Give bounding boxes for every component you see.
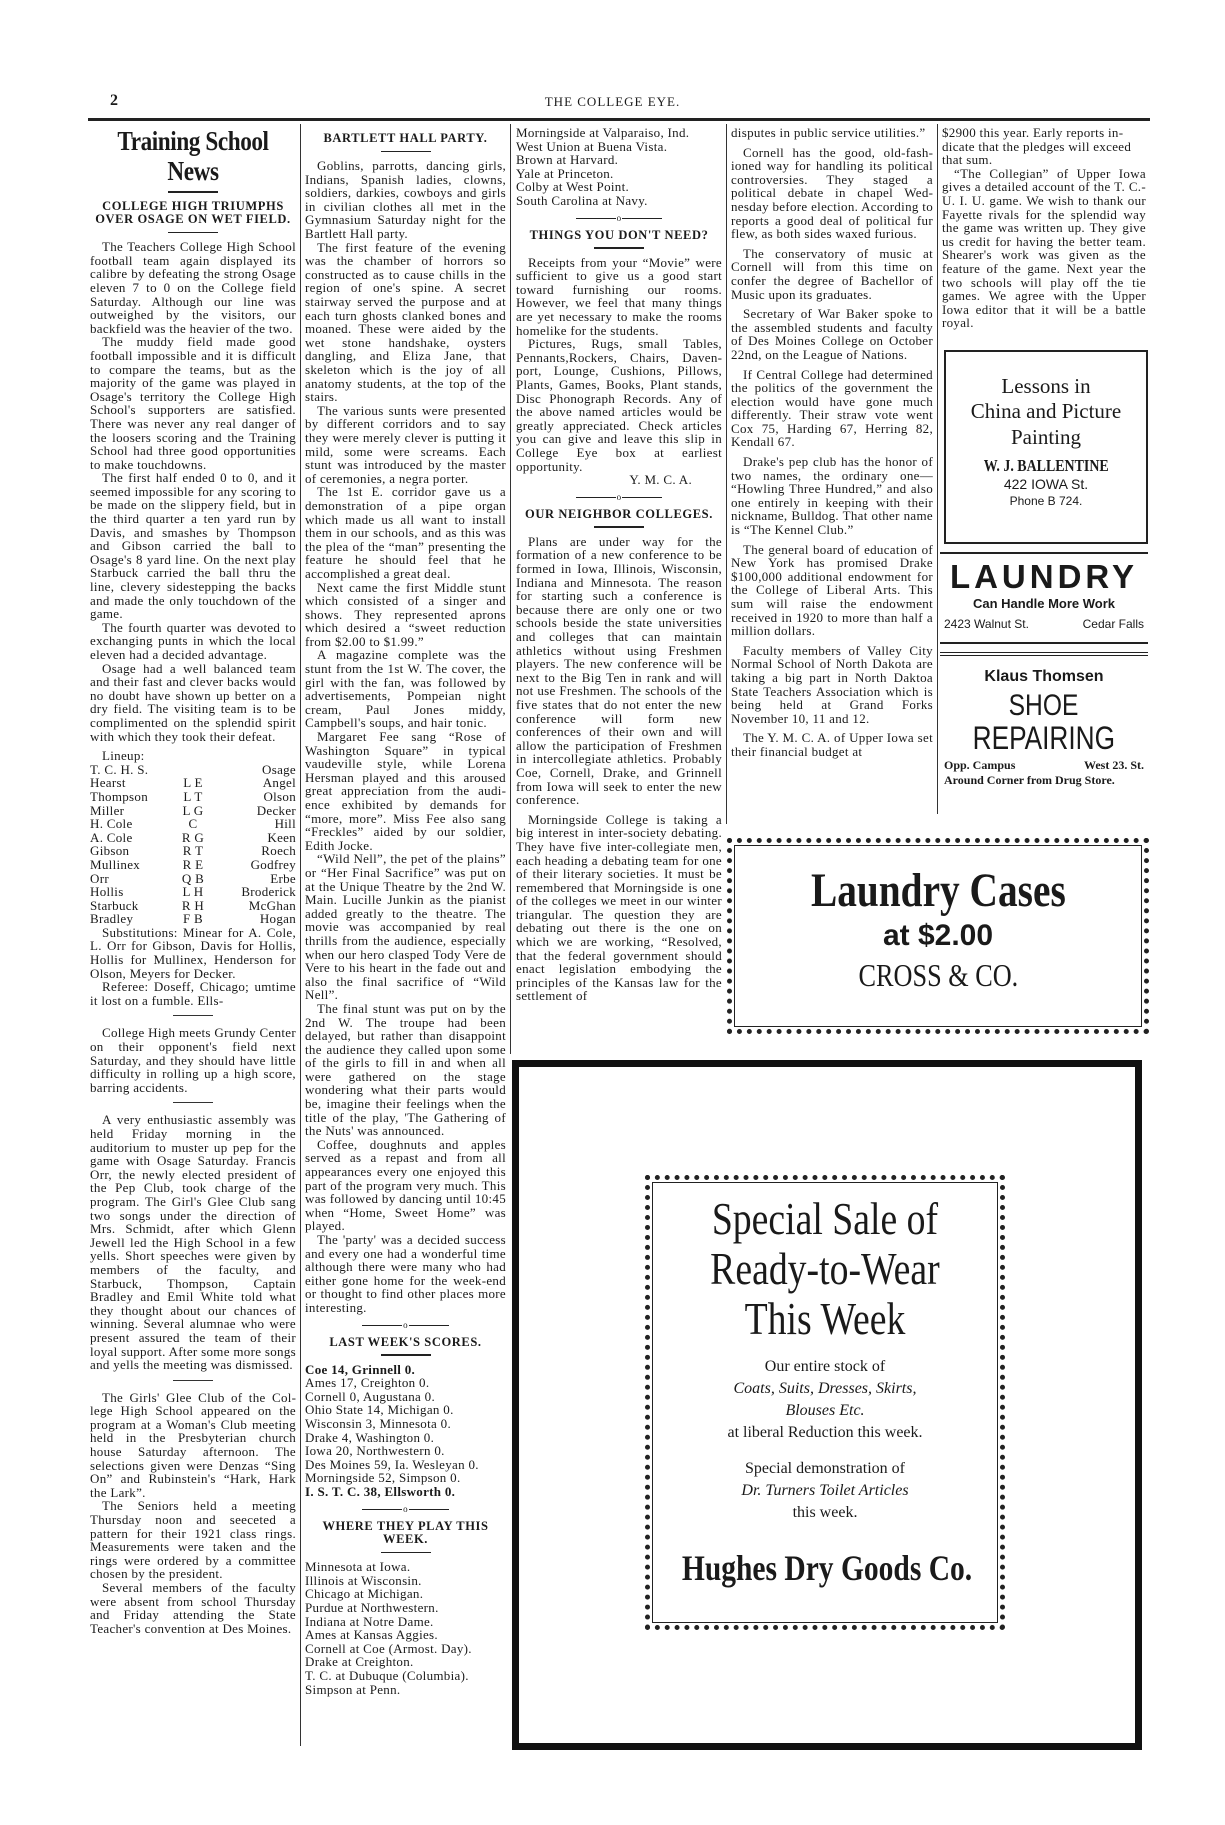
paragraph: A magazine complete was the stunt from the 1st W. The cover, the girl with the fan, was followed by advertisements, Pompeian night cream, Paul Jones middy, Campbell's soups, and hair tonic. — [305, 647, 506, 731]
paragraph: T. C. at Dubuque (Columbia). — [305, 1668, 469, 1684]
lineup-cell: Hollis — [90, 884, 124, 900]
section-separator — [305, 1321, 506, 1330]
headline: THINGS YOU DON'T NEED? — [529, 227, 709, 242]
paragraph: Several members of the faculty were absent from school Thursday and Friday attending the State Teacher's convention at Des Moines. — [90, 1580, 296, 1636]
paragraph: Plans are under way for the formation of a new conference to be formed in Iowa, Illinois, Wisconsin, Indiana and Minnesota. The reason for starting such a conference is because there are only one or two schools beside the state universities and colleges that can maintain athletics without using Freshmen players. The new conference will be next to the Big Ten in rank and will not use Freshmen. The schools of the five states that do not enter the new conference will form new conferences of their own and will allow the participation of Freshmen in intercollegiate athletics. Probably Coe, Cornell, Drake, and Grinnell from Iowa will seek to enter the new conference. — [516, 533, 722, 808]
lineup-cell: H. Cole — [90, 816, 133, 832]
separator-mark: o — [403, 1319, 408, 1330]
paragraph: “The Collegian” of Upper Iowa gives a detailed account of the T. C.-U. I. U. game. We wish to thank our Fayette rivals for the splendid way the game was written up. They give us credit for having the better team. Shearer's work was given as the feature of the game. Next year the two schools will play off the tie games. We agree with the Upper Iowa editor that it will be a battle royal. — [942, 165, 1146, 331]
paragraph: Drake 4, Washington 0. — [305, 1429, 435, 1445]
lineup-cell: Miller — [90, 802, 125, 818]
paragraph: Des Moines 59, Ia. Wesleyan 0. — [305, 1456, 479, 1472]
lineup-cell: Decker — [256, 802, 296, 818]
separator-mark — [409, 1325, 449, 1326]
lineup-cell: Bradley — [90, 911, 134, 927]
paragraph: Faculty members of Valley City Normal School of North Dakota are taking a big part in North Daktoa State Teachers Association which is being held at Grand Forks November 10, 11 and 12. — [731, 642, 933, 726]
paragraph: Wisconsin 3, Minnesota 0. — [305, 1416, 451, 1432]
ad-text: Special demonstration of — [745, 1460, 905, 1477]
lineup-cell: McGhan — [248, 897, 296, 913]
separator-mark: o — [403, 1503, 408, 1514]
headline: OUR NEIGHBOR COLLEGES. — [525, 506, 713, 521]
rule — [381, 151, 431, 153]
ad-text: this week. — [792, 1504, 858, 1521]
rule — [173, 1102, 213, 1103]
ad-line: China and Picture — [970, 399, 1122, 423]
rule — [381, 1354, 431, 1356]
lineup-cell: Starbuck — [90, 897, 139, 913]
ad-line: Painting — [1010, 425, 1081, 449]
ad-company: Hughes Dry Goods Co. — [681, 1548, 973, 1588]
lineup-cell: R G — [181, 829, 205, 845]
separator-mark — [362, 1325, 402, 1326]
paragraph: Cornell has the good, old-fashioned way for handling its political controversies. They staged a political debate in chapel Wednesday before election. According to reports a good deal of political fur flew, as both sides waxed furious. — [731, 144, 933, 242]
paragraph: Ames 17, Creighton 0. — [305, 1375, 430, 1391]
paragraph: Purdue at Northwestern. — [305, 1600, 439, 1616]
ad-tagline: Can Handle More Work — [972, 596, 1116, 611]
paragraph: The final stunt was put on by the 2nd W. The troupe had been delayed, but rather than disappoint the audience they called upon some of the girls to fill in and when all were gathered on the stage wondering what their parts would be, imagine their feelings when the title of the play, 'The Gathering of the Nuts' was announced. — [305, 1000, 506, 1139]
page-number: 2 — [110, 92, 118, 109]
lineup-cell: Hearst — [90, 775, 126, 791]
paragraph: Coffee, doughnuts and apples served as a repast and from all appearances every one enjoyed this part of the program very much. This was followed by dancing until 10:45 when “Home, Sweet Home” was played. — [305, 1136, 506, 1234]
separator-mark — [576, 218, 616, 219]
rule — [168, 232, 218, 234]
lineup-row — [90, 844, 296, 858]
separator-mark: o — [616, 212, 622, 223]
rule — [168, 191, 218, 193]
paragraph: Ohio State 14, Michigan 0. — [305, 1402, 454, 1418]
separator-mark — [622, 218, 662, 219]
paragraph: The fourth quarter was devoted to exchanging punts in which the local eleven had a decided advantage. — [90, 619, 296, 662]
ad-hughes-dry-goods — [645, 1175, 1005, 1630]
paragraph: I. S. T. C. 38, Ellsworth 0. — [305, 1484, 456, 1499]
masthead: THE COLLEGE EYE. — [544, 94, 681, 109]
separator-mark: o — [616, 491, 622, 502]
paragraph: Substitutions: Minear for A. Cole, L. Orr for Gibson, Davis for Hollis, Hollis for Mullinex, Henderson for Olson, Meyers for Decker. — [90, 924, 296, 981]
lineup-cell: Keen — [267, 829, 296, 845]
lineup-cell: Hill — [274, 816, 296, 832]
ad-address: 422 IOWA St. — [1003, 476, 1089, 492]
lineup-row — [90, 790, 296, 804]
paragraph: Ames at Kansas Aggies. — [305, 1627, 438, 1643]
paragraph: A very enthusiastic assembly was held Friday morning in the auditorium to muster up pep for the game with Osage Saturday. Francis Orr, the newly elected president of the Pep Club, took charge of the program. The Girl's Glee Club sang two songs under the direction of Mrs. Schmidt, after which Glenn Jewell led the High School in a few yells. Short speeches were given by members of the faculty, and Starbuck, Thompson, Captain Bradley and Emil White told what they thought about our chances of winning. Several alumnae who were present assured the team of their loyal support. After some more songs and yells the meeting was dismissed. — [90, 1112, 296, 1373]
paragraph: Drake at Creighton. — [305, 1654, 414, 1670]
ad-line: Lessons in — [1001, 374, 1091, 398]
column-divider — [300, 124, 301, 1746]
paragraph: The 1st E. corridor gave us a demonstration of a pipe organ which made us all want to install them in our schools, and as this was the plea of the “man” presenting the feature he should feel that he accomplished a great deal. — [305, 484, 506, 581]
paragraph: The conservatory of music at Cornell will from this time on confer the degree of Bachellor of Music upon its graduates. — [731, 245, 933, 302]
paragraph: Pictures, Rugs, small Tables, Pennants,Rockers, Chairs, Davenport, Lounge, Cushions, Pillows, Plants, Games, Books, Plant stands, Disc Phonograph Records. Any of the above named articles would be greatly appreciated. Check articles you can give and leave this slip in College Eye box at earliest opportunity. — [516, 336, 722, 474]
paragraph: The Girls' Glee Club of the College High School appeared on the program at a Woman's Club meeting held in the Presbyterian church house Saturday afternoon. The selections given were Denzas “Sing On” and Rubinstein's “Hark, Hark the Lark”. — [90, 1389, 296, 1500]
paragraph: Iowa 20, Northwestern 0. — [305, 1443, 445, 1459]
lineup-row — [90, 872, 296, 886]
paragraph: Margaret Fee sang “Rose of Washington Square” in typical vaudeville style, while Lorena Hersman played and this aroused great appreciation from the audience exhibited by demands for “more, more”. Miss Fee also sang “Freckles” aided by our soldier, Edith Jocke. — [305, 729, 506, 853]
lineup-cell: Olson — [263, 788, 296, 804]
paragraph: Yale at Princeton. — [516, 165, 614, 181]
rule — [594, 247, 644, 249]
lineup-cell: C — [188, 816, 198, 832]
lineup-row — [90, 763, 296, 777]
ad-location: Opp. Campus — [944, 758, 1016, 772]
ad-city: Cedar Falls — [1082, 617, 1144, 631]
paragraph: Morningside College is taking a big interest in inter-society debating. They have five inter-collegiate men, each heading a debating team for one of their literary societies. It must be remembered that Morningside is one of the colleges we meet in our winter triangular. The question they are debating out there is the one on which we are working, “Resolved, that the federal government should enact legislation embodying the principles of the Kansas law for the settlement of — [516, 811, 722, 1004]
lineup-cell: L G — [182, 802, 204, 818]
paragraph: Indiana at Notre Dame. — [305, 1613, 434, 1629]
paragraph: The Seniors held a meeting Thursday noon and seeceted a pattern for their 1921 class rings. Measurements were taken and the rings were ordered by a committee chosen by the president. — [90, 1498, 296, 1582]
lineup-cell: Q B — [181, 870, 205, 886]
lineup-cell: R H — [181, 897, 205, 913]
lineup-cell: Godfrey — [250, 856, 296, 872]
separator-mark — [362, 1509, 402, 1510]
lineup-row — [90, 804, 296, 818]
lineup-cell: Roech — [261, 843, 296, 859]
column-collegian-note — [942, 126, 1146, 341]
ad-text: Our entire stock of — [764, 1358, 886, 1375]
column-divider — [937, 124, 938, 814]
paragraph: Morningside 52, Simpson 0. — [305, 1470, 461, 1486]
lineup-cell: Osage — [262, 761, 296, 777]
column-training-school-news — [90, 126, 296, 1748]
separator-mark — [576, 497, 616, 498]
column-neighbor-colleges — [516, 126, 722, 1032]
paragraph: The muddy field made good football impossible and it is difficult to compare the teams, but as the majority of the game was played in Osage's territory the College High School's supporters are satisfied. There was never any real danger of the loosers scoring and the Training School had three good opportunities to make touchdowns. — [90, 334, 296, 472]
lineup-cell: Broderick — [241, 884, 296, 900]
lineup-cell: L E — [183, 775, 203, 791]
ad-laundry-cases — [727, 838, 1149, 1034]
column-bartlett-hall-party — [305, 126, 506, 1748]
paragraph: The first half ended 0 to 0, and it seemed impossible for any scoring to be made on the slippery field, but in the third quarter a ten yard run by Davis, and smashes by Thompson and Gibson carried the ball to Osage's 8 yard line. On the next play Starbuck carried the ball thru the line, clevery sidestepping the backs and made the only touchdown of the game. — [90, 470, 296, 622]
ad-title: LAUNDRY — [949, 558, 1139, 595]
paragraph: Illinois at Wisconsin. — [305, 1572, 422, 1588]
lineup-cell: F B — [182, 911, 204, 927]
ad-text: at liberal Reduction this week. — [727, 1424, 923, 1441]
lineup-cell: Orr — [90, 870, 109, 886]
lineup-row — [90, 831, 296, 845]
lineup-cell: L H — [182, 884, 204, 900]
ad-street: West 23. St. — [1084, 758, 1144, 772]
ad-china-painting-lessons — [944, 350, 1148, 544]
paragraph: Simpson at Penn. — [305, 1681, 401, 1697]
paragraph: Cornell 0, Augustana 0. — [305, 1388, 436, 1404]
paragraph: Next came the first Middle stunt which consisted of a singer and shows. They represented aprons which desired a “sweet reduction from $2.00 to $1.99.” — [305, 579, 506, 649]
ad-line: SHOE — [1009, 689, 1079, 722]
paragraph: Drake's pep club has the honor of two names, the ordinary one— “Howling Three Hundred,” and also one entirely in keeping with their nickname, Bulldog. That other name is “The Kennel Club.” — [731, 454, 933, 538]
paragraph: Goblins, parrotts, dancing girls, Indians, Spanish ladies, clowns, soldiers, darkies, cowboys and girls in civilian clothes all met in the Gymnasium Saturday night for the Bartlett Hall party. — [305, 158, 506, 242]
ad-advertiser-name: W. J. BALLENTINE — [983, 456, 1109, 475]
ad-price: at $2.00 — [882, 919, 994, 952]
signature: Y. M. C. A. — [629, 472, 692, 488]
ad-laundry — [940, 552, 1148, 644]
column-divider — [726, 124, 727, 824]
headline: BARTLETT HALL PARTY. — [323, 131, 488, 145]
ad-line: REPAIRING — [972, 720, 1116, 756]
paragraph: Colby at West Point. — [516, 179, 630, 195]
ad-directions: Around Corner from Drug Store. — [944, 773, 1115, 787]
lineup-cell: Hogan — [259, 911, 296, 927]
paragraph: Secretary of War Baker spoke to the assembled students and faculty of Des Moines College on October 22nd, on the League of Nations. — [731, 306, 933, 362]
paragraph: The general board of education of New York has promised Drake $100,000 additional endowment for the College of Liberal Arts. This sum will raise the endowment received in 1920 to more than half a million dollars. — [731, 541, 933, 639]
headline: COLLEGE HIGH TRIUMPHS OVER OSAGE ON WET FIELD. — [95, 198, 291, 227]
lineup-cell: T. C. H. S. — [90, 761, 149, 777]
lineup-cell — [159, 763, 228, 777]
ad-phone: Phone B 724. — [1009, 494, 1083, 508]
column-college-notes — [731, 126, 933, 816]
lineup-cell: Erbe — [270, 870, 296, 886]
paragraph: $2900 this year. Early reports indicate that the pledges will exceed that sum. — [942, 126, 1132, 168]
headline: WHERE THEY PLAY THIS WEEK. — [322, 1518, 489, 1547]
lineup-cell: R T — [182, 843, 204, 859]
lineup-cell: Mullinex — [90, 856, 141, 872]
lineup-row — [90, 899, 296, 913]
lineup-row — [90, 817, 296, 831]
paragraph: The Y. M. C. A. of Upper Iowa set their financial budget at — [731, 730, 933, 759]
headline: LAST WEEK'S SCORES. — [329, 1334, 482, 1349]
paragraph: Coe 14, Grinnell 0. — [305, 1361, 416, 1377]
lineup-row — [90, 912, 296, 926]
section-separator — [305, 1505, 506, 1514]
ad-shoe-repairing — [940, 652, 1148, 808]
rule — [381, 1552, 431, 1554]
ad-address: 2423 Walnut St. — [944, 617, 1029, 631]
paragraph: College High meets Grundy Center on their opponent's field next Saturday, and they should have little difficulty in rolling up a high score, barring accidents. — [90, 1025, 296, 1095]
lineup-cell: R E — [182, 856, 204, 872]
separator-mark — [622, 497, 662, 498]
paragraph: Morningside at Valparaiso, Ind. — [516, 126, 690, 140]
separator-mark — [409, 1509, 449, 1510]
section-separator — [516, 493, 722, 502]
ad-items: Coats, Suits, Dresses, Skirts, — [733, 1380, 917, 1397]
column-divider — [510, 124, 511, 1054]
ad-items: Blouses Etc. — [785, 1402, 865, 1419]
section-title: Training School News — [117, 126, 269, 186]
paragraph: Osage had a well balanced team and their fast and clever backs would no doubt have shown up better on a dry field. The visiting team is to be complimented on the splendid spirit with which they took their defeat. — [90, 660, 296, 744]
ad-headline: Ready-to-Wear — [710, 1243, 940, 1294]
paragraph: Chicago at Michigan. — [305, 1586, 424, 1602]
paragraph: Brown at Harvard. — [516, 152, 619, 168]
ad-headline: Special Sale of — [711, 1193, 939, 1244]
paragraph: If Central College had determined the politics of the government the election would have gone much differently. Their straw vote went Cox 75, Harding 67, Herring 82, Kendall 67. — [731, 366, 933, 450]
paragraph: “Wild Nell”, the pet of the plains” or “Her Final Sacrifice” was put on at the Unique Theatre by the 2nd W. Main. Lucille Junkin as the pianist added greatly to the theatre. The movie was accompanied by real thrills from the audience, especially when our hero clasped Tody Vere de Vere to his heart in the fade out and also the final sacrifice of “Wild Nell”. — [305, 851, 506, 1003]
ad-owner: Klaus Thomsen — [984, 668, 1104, 685]
lineup-cell: Thompson — [90, 788, 149, 804]
rule — [173, 1015, 213, 1016]
paragraph: The various sunts were presented by different corridors and to say they were merely clever is putting it mild, some were screams. Each stunt was introduced by the master of ceremonies, a negra porter. — [305, 402, 506, 486]
lineup-row — [90, 885, 296, 899]
ad-title: Laundry Cases — [810, 864, 1066, 917]
paragraph: disputes in public service utilities.” — [731, 126, 926, 140]
paragraph: South Carolina at Navy. — [516, 192, 648, 208]
paragraph: Receipts from your “Movie” were sufficient to give us a good start toward furnishing our rooms. However, we feel that many things are yet necessary to make the rooms homelike for the students. — [516, 254, 722, 338]
lineup-cell: L T — [183, 788, 203, 804]
section-separator — [516, 214, 722, 223]
lineup-row — [90, 776, 296, 790]
paragraph: The 'party' was a decided success and every one had a wonderful time although there were many who had either gone home for the week-end or thought to find other places more interesting. — [305, 1232, 506, 1315]
lineup-row — [90, 858, 296, 872]
lineup-cell: A. Cole — [90, 829, 133, 845]
paragraph: The first feature of the evening was the chamber of horrors so constructed as to cause chills in the region of one's spine. A secret stairway served the purpose and at each turn ghosts clanked bones and moaned. These were aided by the wet stone handshake, oysters dangling, and Eliza Jane, that skeleton which is the joy of all anatomy students, at the top of the stairs. — [305, 239, 506, 405]
header-rule — [88, 118, 1150, 121]
rule — [173, 1380, 213, 1381]
rule — [594, 526, 644, 528]
paragraph: Lineup: — [102, 748, 145, 764]
paragraph: Referee: Doseff, Chicago; umtime it lost on a fumble. Ells- — [90, 979, 296, 1008]
paragraph: Cornell at Coe (Armost. Day). — [305, 1640, 472, 1656]
lineup-cell: Gibson — [90, 843, 130, 859]
paragraph: The Teachers College High School football team again displayed its calibre by defeating the strong Osage eleven 7 to 0 on the College field Saturday. Although our line was outweighed by the visitors, our backfield was the heavier of the two. — [90, 239, 296, 336]
lineup-cell: Angel — [262, 775, 296, 791]
paragraph: Minnesota at Iowa. — [305, 1559, 411, 1575]
ad-company: CROSS & CO. — [858, 957, 1018, 993]
ad-headline: This Week — [744, 1293, 906, 1344]
ad-demo-item: Dr. Turners Toilet Articles — [741, 1482, 909, 1499]
paragraph: West Union at Buena Vista. — [516, 138, 668, 154]
